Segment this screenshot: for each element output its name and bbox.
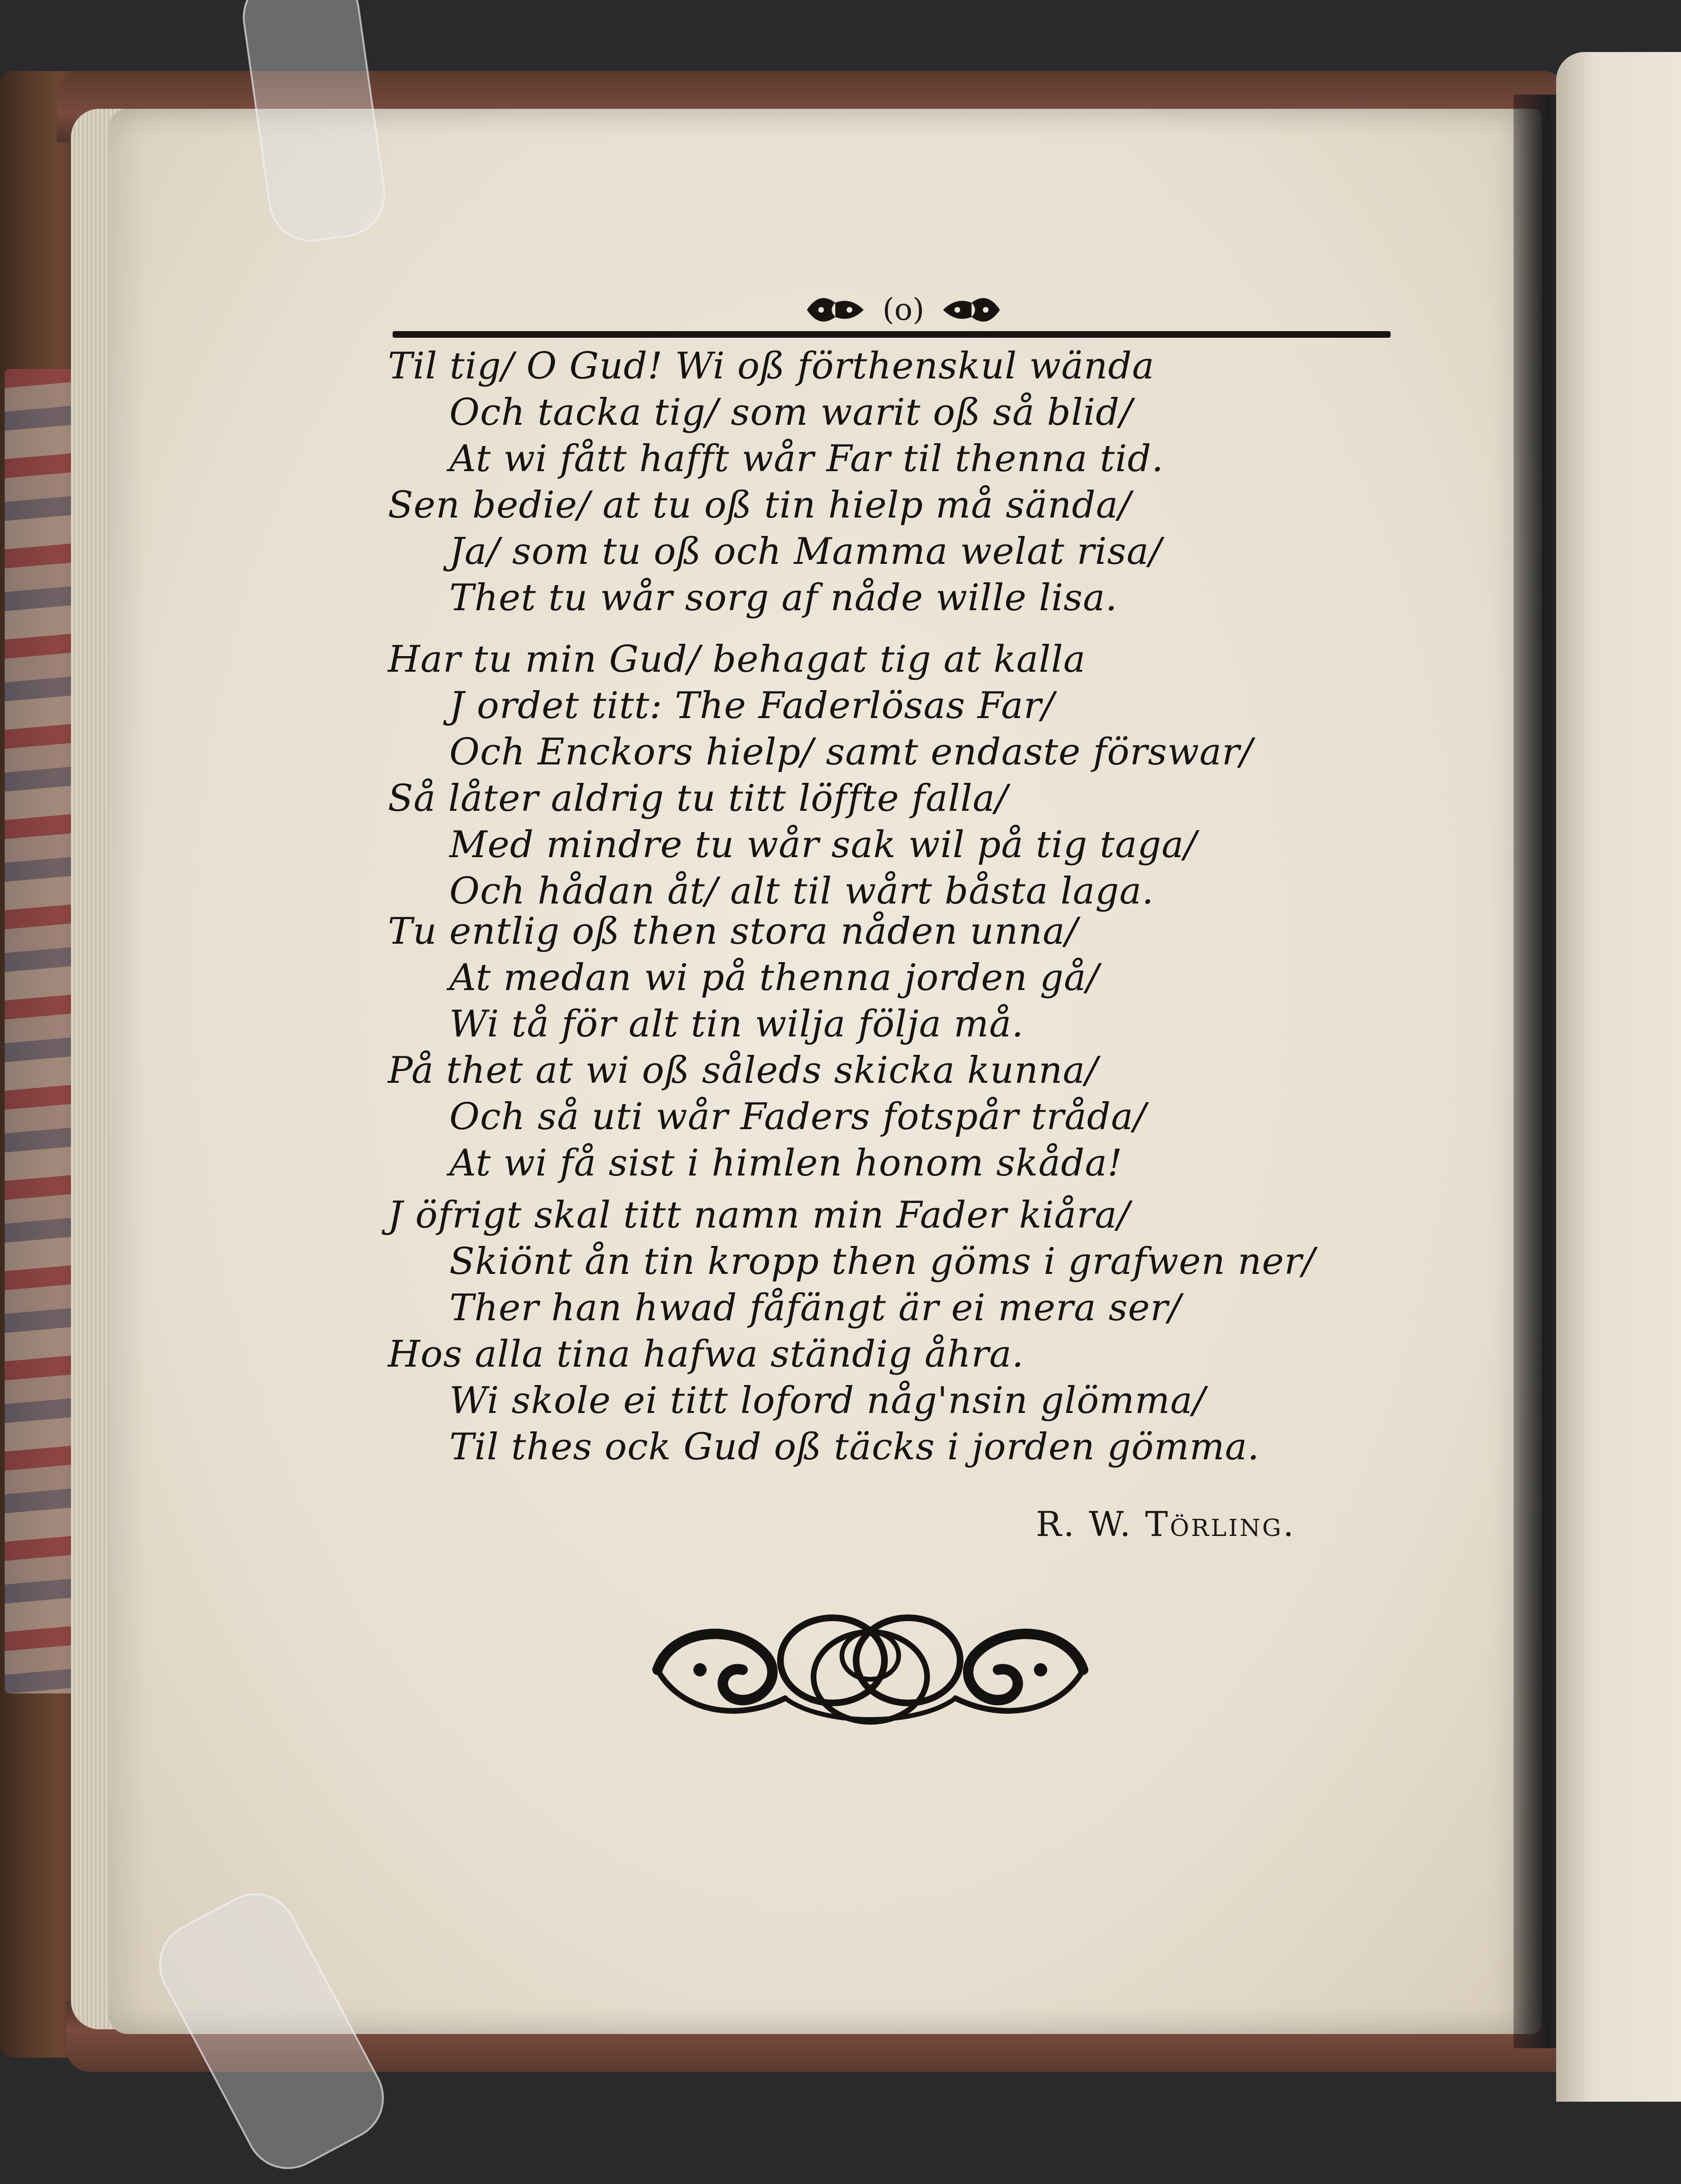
verse-line: At wi få sist i himlen honom skåda! [449, 1142, 1123, 1184]
verse-line: Thet tu wår sorg af nåde wille lisa. [449, 577, 1118, 619]
verse-line: Och Enckors hielp/ samt endaste förswar/ [449, 731, 1253, 773]
right-page [1556, 52, 1681, 2102]
verse-line: Sen bedie/ at tu oß tin hielp må sända/ [388, 484, 1131, 526]
verse-line: Ja/ som tu oß och Mamma welat risa/ [449, 530, 1162, 573]
verse-line: J ordet titt: The Faderlösas Far/ [449, 684, 1055, 727]
verse-line: J öfrigt skal titt namn min Fader kiåra/ [388, 1194, 1130, 1237]
flourish-ornament-icon [643, 1599, 1097, 1741]
header-rule [393, 331, 1391, 338]
verse-line: Tu entlig oß then stora nåden unna/ [388, 910, 1078, 953]
marbled-endpaper [5, 369, 80, 1693]
stanza-2 [388, 636, 1428, 914]
fleuron-right-icon [938, 293, 1005, 326]
verse-line: Til tig/ O Gud! Wi oß förthenskul wända [388, 345, 1155, 387]
verse-line: Hos alla tina hafwa ständig åhra. [388, 1333, 1024, 1376]
stanza-3 [388, 908, 1428, 1186]
verse-line: At wi fått hafft wår Far til thenna tid. [449, 438, 1164, 480]
verse-line: Och så uti wår Faders fotspår tråda/ [449, 1096, 1147, 1138]
verse-line: Skiönt ån tin kropp then göms i grafwen ner/ [449, 1240, 1315, 1283]
verse-line: På thet at wi oß såleds skicka kunna/ [388, 1049, 1098, 1092]
verse-line: At medan wi på thenna jorden gå/ [449, 956, 1100, 999]
page-mark: (o) [882, 292, 925, 327]
stanza-1 [388, 343, 1428, 621]
right-page-fragment [1566, 405, 1681, 418]
verse-line: Har tu min Gud/ behagat tig at kalla [388, 638, 1086, 681]
verse-line: Och tacka tig/ som warit oß så blid/ [449, 391, 1133, 434]
fleuron-left-icon [802, 293, 868, 326]
verse-line: Wi skole ei titt loford någ'nsin glömma/ [449, 1379, 1206, 1422]
author-signature: R. W. Törling. [1036, 1504, 1296, 1544]
verse-line: Och hådan åt/ alt til wårt båsta laga. [449, 870, 1154, 912]
stanza-4 [388, 1192, 1428, 1470]
verse-line: Så låter aldrig tu titt löffte falla/ [388, 777, 1008, 820]
verse-line: Wi tå för alt tin wilja följa må. [449, 1003, 1024, 1045]
verse-line: Til thes ock Gud oß täcks i jorden gömma. [449, 1426, 1260, 1468]
page-header [776, 284, 1031, 336]
verse-line: Med mindre tu wår sak wil på tig taga/ [449, 824, 1197, 866]
verse-line: Ther han hwad fåfängt är ei mera ser/ [449, 1287, 1182, 1329]
